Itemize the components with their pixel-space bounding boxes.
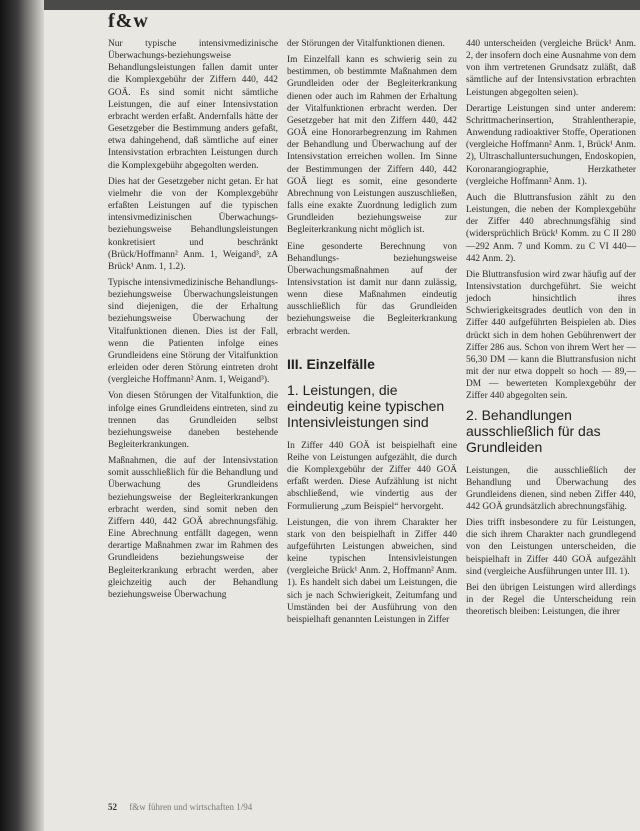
paragraph: Nur typische intensivmedizinische Überwachungs-beziehungsweise Behandlungsleistungen fallen damit unter die Komplexgebühr der Ziffern 440, 442 GOÄ. Es sind somit nicht sämtliche Leistungen, die auf einer Intensivstation erbracht werden erfaßt. Andernfalls hätte der Gesetzgeber die Bestimmung anders gefaßt, etwa dahingehend, daß sämtliche auf einer Intensivstation erbrachten Leistungen durch die Komplexgebühr abgegolten werden. <box>108 39 278 171</box>
paragraph: Bei den übrigen Leistungen wird allerdings in der Regel die Unterscheidung rein theoretisch bleiben: Leistungen, die ihrer <box>466 582 636 618</box>
subsection-heading: 1. Leistungen, die eindeutig keine typischen Intensivleistungen sind <box>287 381 445 430</box>
paragraph: Dies trifft insbesondere zu für Leistungen, die sich ihrem Charakter nach grundlegend von den Leistungen unterscheiden, die beispielhaft in Ziffer 440 GOÄ aufgezählt sind (vergleiche Ausführungen unter III. 1). <box>466 518 636 577</box>
column-2 <box>287 38 457 630</box>
paragraph: Die Bluttransfusion wird zwar häufig auf der Intensivstation durchgeführt. Sie weicht jedoch hinsichtlich ihres Schwierigkeitsgrades deutlich von den in Ziffer 440 aufgeführten Beispielen ab. Dies drückt sich in dem hohen Gebührenwert der Ziffer 286 aus. Schon von ihrem Wert her — 56,30 DM — kann die Bluttransfusion nicht mit der nur etwa doppelt so hoch — 89,— DM — bewerteten Komplexgebühr der Ziffer 440 abgegolten sein. <box>466 269 636 402</box>
footer-source: f&w führen und wirtschaften 1/94 <box>129 802 253 812</box>
paragraph: Leistungen, die von ihrem Charakter her stark von den beispielhaft in Ziffer 440 aufgeführten Leistungen abweichen, sind keine typischen Intensivleistungen (vergleiche Brück¹ Anm. 2, Hoffmann² Anm. 1). Es handelt sich dabei um Leistungen, die sich je nach Schwierigkeit, Zeitumfang und Umständen bei der Ausführung von den beispielhaft genannten Leistungen in Ziffer <box>287 517 457 625</box>
paragraph: Im Einzelfall kann es schwierig sein zu bestimmen, ob bestimmte Maßnahmen dem Grundleiden oder der Begleiterkrankung dienen oder auch im Rahmen der Erhaltung der Vitalfunktionen erbracht werden. Der Gesetzgeber hat mit den Ziffern 440, 442 GOÄ eine Honorarbegrenzung im Rahmen der Behandlung und Überwachung auf der Intensivstation erreichen wollen. Im Sinne der Bestimmungen der Ziffern 440, 442 GOÄ liegt es somit, eine gesonderte Abrechnung von Leistungen auszuschließen, falls eine exakte Zuordnung lediglich zum Grundleiden beziehungsweise zur Begleiterkrankung nicht möglich ist. <box>287 55 457 236</box>
page-footer <box>108 802 252 812</box>
top-edge <box>0 0 640 10</box>
section-heading: III. Einzelfälle <box>287 355 375 372</box>
paragraph: Derartige Leistungen sind unter anderem: Schrittmacherinsertion, Strahlentherapie, Anwendung radioaktiver Stoffe, Operationen (vergleiche Hoffmann² Anm. 1, Brück¹ Anm. 2), Ultraschalluntersuchungen, Endoskopien, Koronarangiographie, Herzkatheter (vergleiche Hoffmann² Anm. 1). <box>466 103 636 187</box>
column-1 <box>108 38 278 605</box>
page-number: 52 <box>108 802 117 812</box>
subsection-heading: 2. Behandlungen ausschließlich für das Grundleiden <box>466 406 601 455</box>
paragraph: 440 unterscheiden (vergleiche Brück¹ Anm. 2, der insofern doch eine Ausnahme von dem von ihm vertretenen Grundsatz zuläßt, daß sämtliche auf der Intensivstation erbrachten Leistungen abgegolten seien). <box>466 39 636 98</box>
paragraph: Von diesen Störungen der Vitalfunktion, die infolge eines Grundleidens eintreten, sind zu trennen das Grundleiden selbst beziehungsweise daneben bestehende Begleiterkrankungen. <box>108 391 278 450</box>
paragraph: Dies hat der Gesetzgeber nicht getan. Er hat vielmehr die von der Komplexgebühr erfaßten Leistungen auf die typischen intensivmedizinischen Überwachungs- beziehungsweise Behandlungsleistungen konkretisiert und beschränkt (Brück/Hoffmann² Anm. 1, Weigand³, zA Brück¹ Anm. 1, 1.2). <box>108 176 278 272</box>
paragraph: Maßnahmen, die auf der Intensivstation somit ausschließlich für die Behandlung und Überwachung des Grundleidens beziehungsweise der Begleiterkrankungen erbracht werden, sind somit neben den Ziffern 440, 442 GOÄ abrechnungsfähig. Eine Abrechnung entfällt dagegen, wenn derartige Maßnahmen zwar im Rahmen des Grundleidens beziehungsweise der Begleiterkrankung erbracht werden, aber gleichzeitig auch der Behandlung beziehungsweise Überwachung <box>108 456 278 600</box>
paragraph: In Ziffer 440 GOÄ ist beispielhaft eine Reihe von Leistungen aufgezählt, die durch die Komplexgebühr der Ziffer 440 GOÄ erfaßt werden. Diese Aufzählung ist nicht abschließend, wie vindertig aus der Formulierung „zum Beispiel“ hervorgeht. <box>287 440 457 512</box>
column-3 <box>466 38 636 622</box>
paragraph: Typische intensivmedizinische Behandlungs- beziehungsweise Überwachungsleistungen sind diejenigen, die der Erhaltung beziehungsweise Überwachung der Vitalfunktionen dienen. Dies ist der Fall, wenn die Patienten infolge eines Grundleidens eine Störung der Vitalfunktion erleiden oder deren Störung eintreten droht (vergleiche Hoffmann² Anm. 1, Weigand³). <box>108 277 278 386</box>
paragraph: Eine gesonderte Berechnung von Behandlungs- beziehungsweise Überwachungsmaßnahmen auf der Intensivstation ist damit nur dann zulässig, wenn diese Maßnahmen eindeutig ausschließlich für das Grundleiden beziehungsweise die Begleiterkrankung erbracht werden. <box>287 241 457 337</box>
book-spine-shadow <box>0 0 44 831</box>
paragraph: der Störungen der Vitalfunktionen dienen. <box>287 39 445 49</box>
paragraph: Leistungen, die ausschließlich der Behandlung und Überwachung des Grundleidens dienen, sind neben Ziffer 440, 442 GOÄ grundsätzlich abrechnungsfähig. <box>466 465 636 512</box>
paragraph: Auch die Bluttransfusion zählt zu den Leistungen, die neben der Komplexgebühr der Ziffer 440 abrechnungsfähig sind (widersprüchlich Brück¹ Komm. zu C II 280—292 Anm. 7 und Komm. zu C VI 440—442 Anm. 2). <box>466 192 636 264</box>
journal-logo: f&w <box>108 10 149 32</box>
